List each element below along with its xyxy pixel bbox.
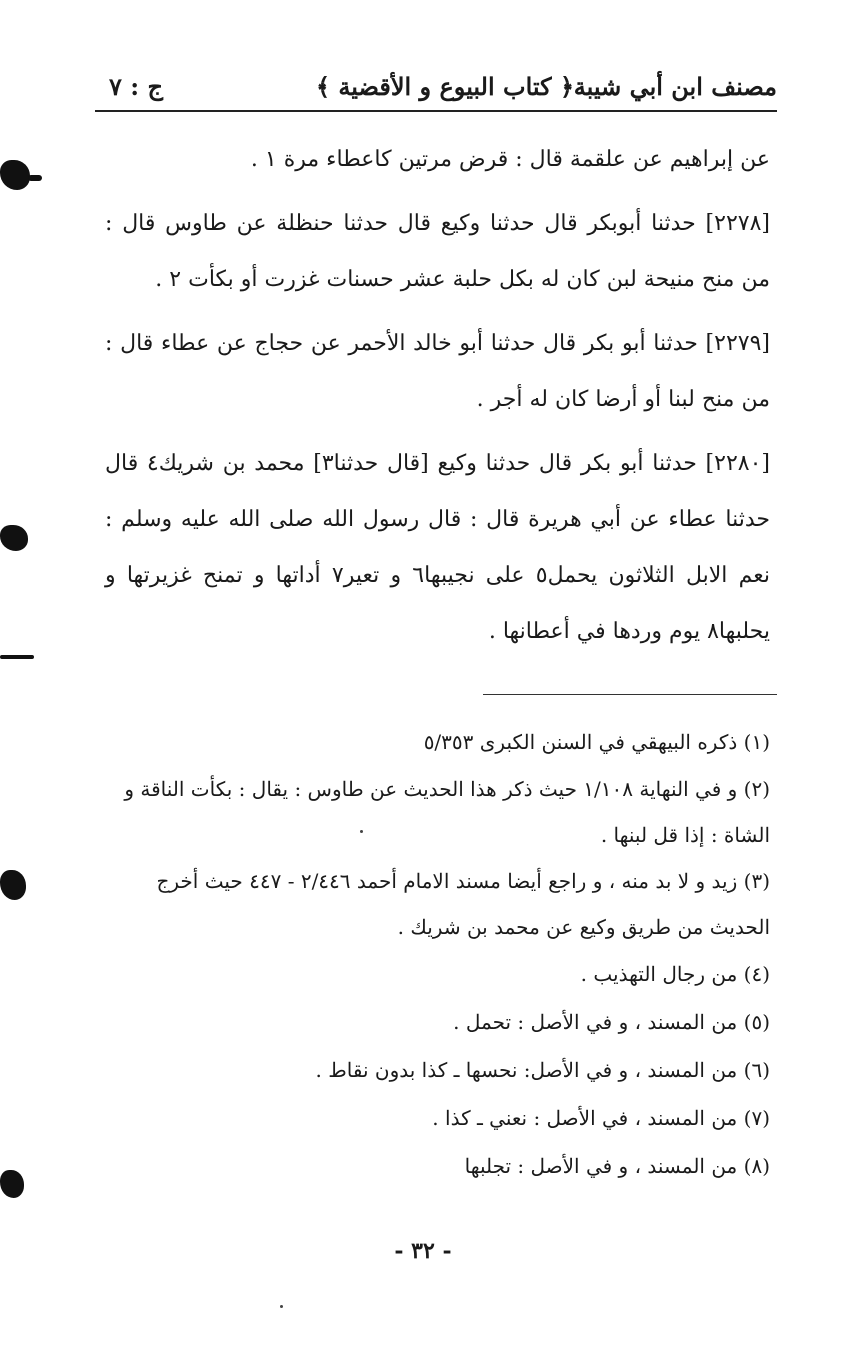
footnote-6: (٦) من المسند ، و في الأصل: نحسها ـ كذا بدون نقاط . [315, 1058, 770, 1082]
scan-blot [0, 525, 28, 551]
hadith-2280: [٢٢٨٠] حدثنا أبو بكر قال حدثنا وكيع [قال حدثنا٣] محمد بن شريك٤ قال حدثنا عطاء عن أبي هريرة قال : قال رسول الله صلى الله عليه وسلم : نعم الابل الثلاثون يحمل٥ على نجيبها٦ و تعير٧ أداتها و تمنح غزيرتها و يحلبها٨ يوم وردها في أعطانها . [105, 451, 771, 644]
footnote-4: (٤) من رجال التهذيب . [580, 962, 770, 986]
scan-blot [0, 160, 30, 190]
scan-blot [28, 175, 42, 181]
scan-blot [0, 655, 34, 659]
footnote-7: (٧) من المسند ، في الأصل : نعني ـ كذا . [432, 1106, 770, 1130]
paragraph: عن إبراهيم عن علقمة قال : قرض مرتين كاعطاء مرة ١ . [250, 147, 770, 172]
footnote-1: (١) ذكره البيهقي في السنن الكبرى ٥/٣٥٣ [423, 730, 770, 754]
footnote-2: (٢) و في النهاية ١/١٠٨ حيث ذكر هذا الحديث عن طاوس : يقال : بكأت الناقة و الشاة : إذا قل لبنها . [124, 777, 770, 847]
book-title: مصنف ابن أبي شيبة [573, 72, 777, 101]
page-number: - ٣٢ - [394, 1238, 452, 1264]
footnote-5: (٥) من المسند ، و في الأصل : تحمل . [453, 1010, 770, 1034]
scan-speck [280, 1305, 283, 1308]
chapter-title: ﴿ كتاب البيوع و الأقضية ﴾ [316, 72, 574, 101]
footnote-8: (٨) من المسند ، و في الأصل : تجلبها [464, 1154, 770, 1178]
hadith-2278: [٢٢٧٨] حدثنا أبوبكر قال حدثنا وكيع قال حدثنا حنظلة عن طاوس قال : من منح منيحة لبن كان له بكل حلبة عشر حسنات غزرت أو بكأت ٢ . [105, 211, 770, 292]
running-header [95, 66, 777, 110]
scan-blot [0, 1170, 24, 1198]
scan-blot [0, 870, 26, 900]
hadith-2279: [٢٢٧٩] حدثنا أبو بكر قال حدثنا أبو خالد الأحمر عن حجاج عن عطاء قال : من منح لبنا أو أرضا كان له أجر . [105, 331, 770, 412]
footnote-separator [483, 694, 777, 695]
header-rule [95, 110, 777, 112]
volume-number: ج : ٧ [109, 72, 163, 101]
footnotes [100, 718, 770, 1190]
main-text [105, 132, 770, 660]
footnote-3: (٣) زيد و لا بد منه ، و راجع أيضا مسند الامام أحمد ٢/٤٤٦ - ٤٤٧ حيث أخرج الحديث من طريق وكيع عن محمد بن شريك . [156, 869, 770, 939]
scan-speck [360, 830, 363, 833]
